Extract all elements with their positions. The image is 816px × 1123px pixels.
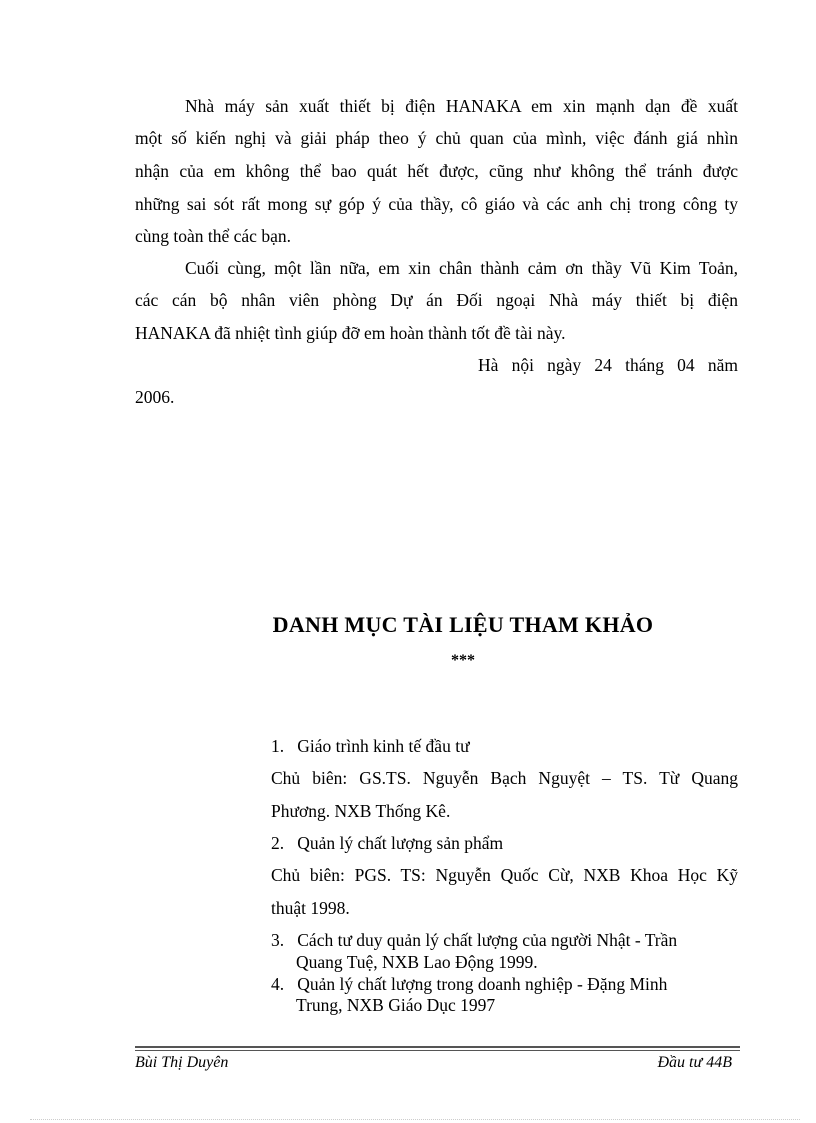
- footer-author: Bùi Thị Duyên: [135, 1054, 229, 1071]
- reference-line: Chủ biên: GS.TS. Nguyễn Bạch Nguyệt – TS. Từ Quang: [271, 768, 738, 788]
- reference-line: 2. Quản lý chất lượng sản phẩm: [271, 833, 504, 853]
- paragraph1-line: những sai sót rất mong sự góp ý của thầy, cô giáo và các anh chị trong công ty: [135, 194, 738, 214]
- date-line: [478, 354, 738, 376]
- text-line: Cuối cùng, một lần nữa, em xin chân thành cảm ơn thầy Vũ Kim Toản,: [185, 258, 738, 278]
- paragraph2-line: HANAKA đã nhiệt tình giúp đỡ em hoàn thành tốt đề tài này.: [135, 323, 566, 343]
- references-title: DANH MỤC TÀI LIỆU THAM KHẢO: [272, 612, 654, 637]
- reference-line: Phương. NXB Thống Kê.: [271, 801, 451, 821]
- references-stars: ***: [451, 652, 475, 669]
- paragraph1-line: cùng toàn thể các bạn.: [135, 226, 291, 246]
- reference-line: 1. Giáo trình kinh tế đầu tư: [271, 736, 470, 756]
- footer-rule: [135, 1050, 740, 1051]
- reference-line: thuật 1998.: [271, 898, 350, 918]
- reference-line: 4. Quản lý chất lượng trong doanh nghiệp - Đặng Minh: [271, 974, 668, 994]
- paragraph1-line: một số kiến nghị và giải pháp theo ý chủ quan của mình, việc đánh giá nhìn: [135, 128, 738, 148]
- paragraph2-line: các cán bộ nhân viên phòng Dự án Đối ngoại Nhà máy thiết bị điện: [135, 290, 738, 310]
- reference-line: Chủ biên: PGS. TS: Nguyễn Quốc Cừ, NXB Khoa Học Kỹ: [271, 865, 738, 885]
- page-border: [30, 1119, 800, 1120]
- reference-line: 3. Cách tư duy quản lý chất lượng của người Nhật - Trần: [271, 930, 678, 950]
- paragraph2-line: [135, 257, 738, 279]
- text-line: Nhà máy sản xuất thiết bị điện HANAKA em xin mạnh dạn đề xuất: [185, 96, 738, 116]
- footer-rule: [135, 1046, 740, 1048]
- footer-class: Đầu tư 44B: [657, 1054, 732, 1071]
- paragraph1-line: [135, 95, 738, 117]
- reference-line: Trung, NXB Giáo Dục 1997: [296, 995, 496, 1015]
- date-text: Hà nội ngày 24 tháng 04 năm: [478, 355, 738, 375]
- date-year: 2006.: [135, 387, 175, 407]
- paragraph1-line: nhận của em không thể bao quát hết được, cũng như không thể tránh được: [135, 161, 738, 181]
- reference-line: Quang Tuệ, NXB Lao Động 1999.: [296, 952, 538, 972]
